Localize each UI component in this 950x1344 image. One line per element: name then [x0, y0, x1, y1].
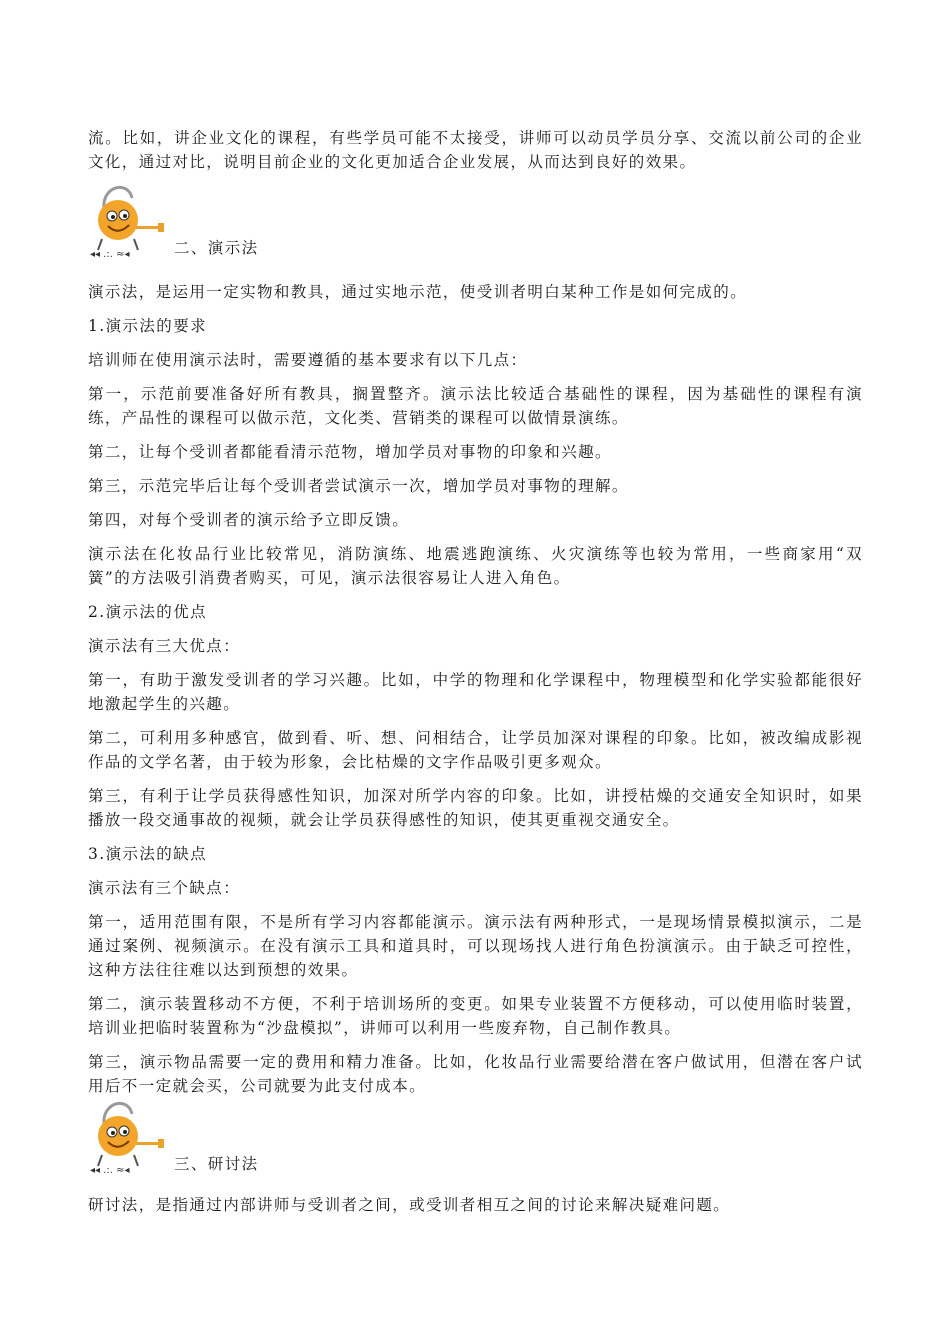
paragraph: 第二，让每个受训者都能看清示范物，增加学员对事物的印象和兴趣。 [88, 443, 612, 461]
paragraph: 演示法在化妆品行业比较常见，消防演练、地震逃跑演练、火灾演练等也较为常用，一些商家用“双簧”的方法吸引消费者购买，可见，演示法很容易让人进入角色。 [88, 545, 863, 587]
paragraph: 第三，示范完毕后让每个受训者尝试演示一次，增加学员对事物的理解。 [88, 477, 629, 495]
subheading: 3.演示法的缺点 [88, 845, 207, 863]
paragraph: 第一，示范前要准备好所有教具，搁置整齐。演示法比较适合基础性的课程，因为基础性的课程有演练，产品性的课程可以做示范，文化类、营销类的课程可以做情景演练。 [88, 385, 863, 427]
paragraph: 第四，对每个受训者的演示给予立即反馈。 [88, 511, 410, 529]
paragraph: 第三，演示物品需要一定的费用和精力准备。比如，化妆品行业需要给潜在客户做试用，但潜在客户试用后不一定就会买，公司就要为此支付成本。 [88, 1053, 863, 1095]
svg-text:◂◂ .:. ≈◂: ◂◂ .:. ≈◂ [90, 249, 130, 260]
paragraph: 第二，可利用多种感官，做到看、听、想、问相结合，让学员加深对课程的印象。比如，被改编成影视作品的文学名著，由于较为形象，会比枯燥的文字作品吸引更多观众。 [88, 729, 863, 771]
paragraph: 演示法有三个缺点： [88, 879, 241, 897]
paragraph: 演示法有三大优点： [88, 637, 241, 655]
section-heading-row [88, 1098, 863, 1176]
section-2-body [88, 280, 863, 1108]
paragraph: 培训师在使用演示法时，需要遵循的基本要求有以下几点： [88, 351, 528, 369]
paragraph: 第三，有利于让学员获得感性知识，加深对所学内容的印象。比如，讲授枯燥的交通安全知识时，如果播放一段交通事故的视频，就会让学员获得感性的知识，使其更重视交通安全。 [88, 787, 863, 829]
svg-text:◂◂ .:. ≈◂: ◂◂ .:. ≈◂ [90, 1165, 130, 1176]
paragraph: 第一，适用范围有限，不是所有学习内容都能演示。演示法有两种形式，一是现场情景模拟演示，二是通过案例、视频演示。在没有演示工具和道具时，可以现场找人进行角色扮演演示。由于缺乏可控性，这种方法往往难以达到预想的效果。 [88, 913, 863, 979]
section-2-heading: 二、演示法 [174, 239, 259, 257]
paragraph: 研讨法，是指通过内部讲师与受训者之间，或受训者相互之间的讨论来解决疑难问题。 [88, 1196, 731, 1214]
subheading: 1.演示法的要求 [88, 317, 207, 335]
mascot-icon [88, 1098, 183, 1176]
intro-paragraph: 流。比如，讲企业文化的课程，有些学员可能不太接受，讲师可以动员学员分享、交流以前公司的企业文化，通过对比，说明目前企业的文化更加适合企业发展，从而达到良好的效果。 [88, 129, 863, 171]
paragraph: 第二，演示装置移动不方便，不利于培训场所的变更。如果专业装置不方便移动，可以使用临时装置，培训业把临时装置称为“沙盘模拟”，讲师可以利用一些废弃物，自己制作教具。 [88, 995, 863, 1037]
section-3-heading: 三、研讨法 [174, 1155, 259, 1173]
mascot-icon [88, 182, 183, 260]
subheading: 2.演示法的优点 [88, 603, 207, 621]
section-heading-row [88, 182, 863, 260]
section-3-body [88, 1193, 863, 1217]
paragraph: 演示法，是运用一定实物和教具，通过实地示范，使受训者明白某种工作是如何完成的。 [88, 283, 748, 301]
paragraph: 第一，有助于激发受训者的学习兴趣。比如，中学的物理和化学课程中，物理模型和化学实验都能很好地激起学生的兴趣。 [88, 671, 863, 713]
